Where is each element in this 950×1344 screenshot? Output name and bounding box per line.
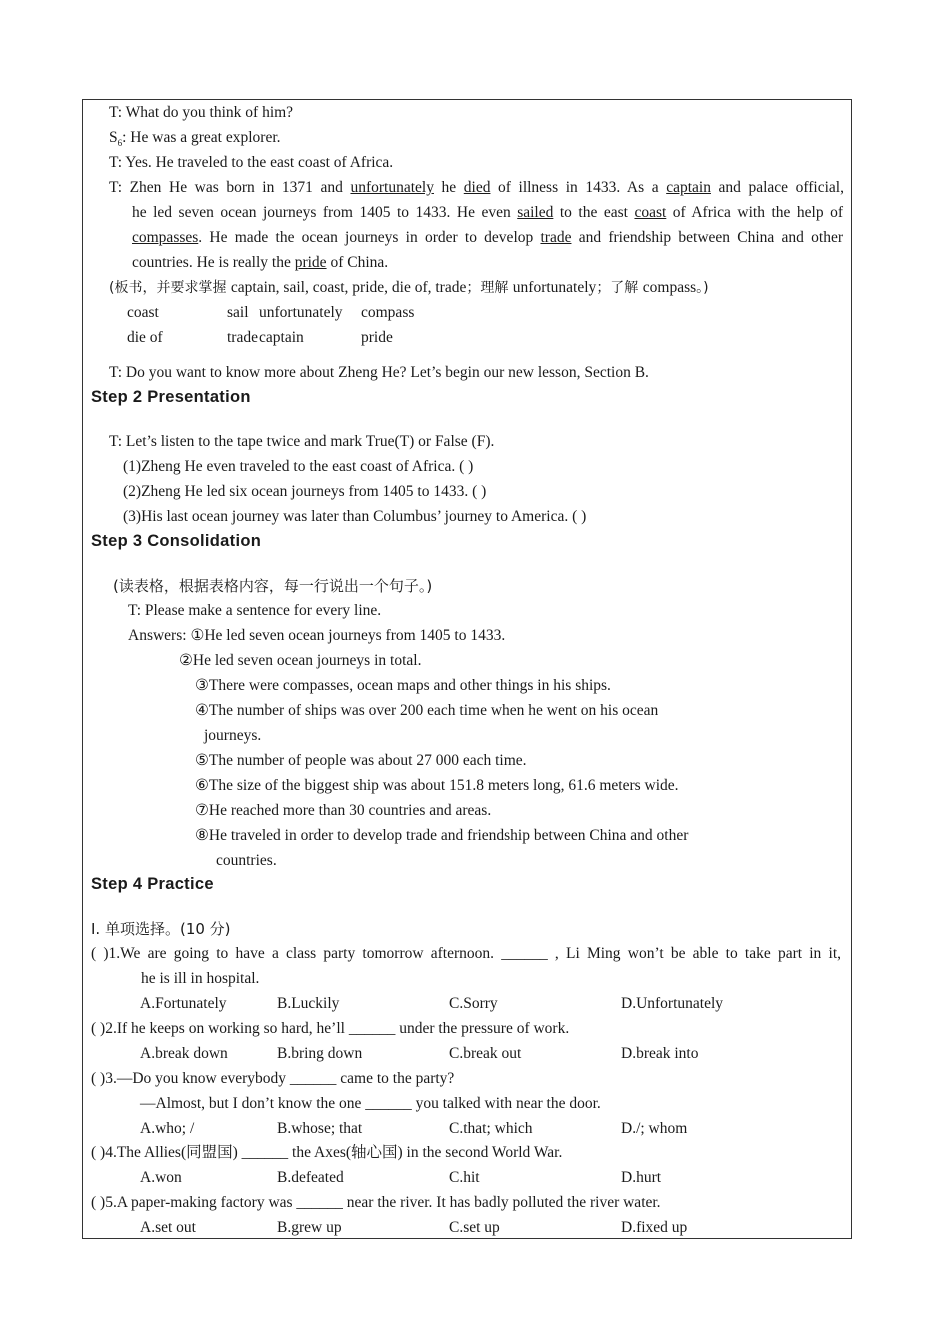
paragraph-line-2: he led seven ocean journeys from 1405 to 1433. He even sailed to the east coast of Africa with the help of bbox=[132, 204, 844, 221]
option-d: D.Unfortunately bbox=[621, 995, 724, 1012]
option-c: C.Sorry bbox=[449, 995, 498, 1012]
question-3: ( )3.—Do you know everybody ______ came to the party? bbox=[91, 1070, 455, 1087]
question-1: ( )1.We are going to have a class party tomorrow afternoon. ______ , Li Ming won’t be able to take part in it, bbox=[91, 945, 841, 962]
answer-item: ②He led seven ocean journeys in total. bbox=[179, 652, 422, 669]
option-b: B.grew up bbox=[277, 1219, 342, 1236]
option-b: B.defeated bbox=[277, 1169, 344, 1186]
vocab-sailed: sailed bbox=[517, 204, 554, 221]
question-5: ( )5.A paper-making factory was ______ near the river. It has badly polluted the river water. bbox=[91, 1194, 661, 1211]
option-a: A.set out bbox=[140, 1219, 196, 1236]
vocab-captain: captain bbox=[666, 179, 711, 196]
answers-label: Answers: bbox=[128, 627, 191, 644]
question-4: ( )4.The Allies(同盟国) ______ the Axes(轴心国) in the second World War. bbox=[91, 1144, 563, 1161]
board-word: pride bbox=[361, 329, 393, 346]
option-c: C.set up bbox=[449, 1219, 500, 1236]
vocab-coast: coast bbox=[634, 204, 667, 221]
option-c: C.break out bbox=[449, 1045, 522, 1062]
paragraph-line-1: T: Zhen He was born in 1371 and unfortunately he died of illness in 1433. As a captain and palace official, bbox=[109, 179, 844, 196]
board-word: trade bbox=[227, 329, 258, 346]
board-word: sail bbox=[227, 304, 249, 321]
question-2: ( )2.If he keeps on working so hard, he’ll ______ under the pressure of work. bbox=[91, 1020, 570, 1037]
option-a: A.won bbox=[140, 1169, 182, 1186]
dialogue-line-t2: T: Yes. He traveled to the east coast of Africa. bbox=[109, 154, 394, 171]
board-word: unfortunately bbox=[259, 304, 343, 321]
step2-intro: T: Let’s listen to the tape twice and mark True(T) or False (F). bbox=[109, 433, 495, 450]
option-c: C.hit bbox=[449, 1169, 480, 1186]
vocab-trade: trade bbox=[540, 229, 572, 246]
step4-heading: Step 4 Practice bbox=[91, 875, 214, 893]
option-c: C.that; which bbox=[449, 1120, 533, 1137]
answer-item: ⑥The size of the biggest ship was about 151.8 meters long, 61.6 meters wide. bbox=[195, 777, 679, 794]
dialogue-line-t3: T: Do you want to know more about Zheng He? Let’s begin our new lesson, Section B. bbox=[109, 364, 649, 381]
paragraph-line-3: compasses. He made the ocean journeys in order to develop trade and friendship between China and other bbox=[132, 229, 843, 246]
option-a: A.break down bbox=[140, 1045, 228, 1062]
answers-line-1 bbox=[128, 626, 505, 646]
tf-item: (1)Zheng He even traveled to the east coast of Africa. ( ) bbox=[123, 458, 474, 475]
speaker-subscript: 6 bbox=[117, 138, 123, 149]
answer-item: ⑧He traveled in order to develop trade and friendship between China and other bbox=[195, 827, 689, 844]
option-d: D.fixed up bbox=[621, 1219, 688, 1236]
board-word: compass bbox=[361, 304, 415, 321]
speaker-text: : He was a great explorer. bbox=[122, 129, 281, 146]
step3-instruction: T: Please make a sentence for every line. bbox=[128, 602, 382, 619]
board-word: coast bbox=[127, 304, 159, 321]
step3-note: (读表格，根据表格内容，每一行说出一个句子。) bbox=[113, 577, 433, 595]
vocab-died: died bbox=[463, 179, 491, 196]
option-b: B.Luckily bbox=[277, 995, 340, 1012]
answer-item: ④The number of ships was over 200 each time when he went on his ocean bbox=[195, 702, 659, 719]
option-d: D.break into bbox=[621, 1045, 699, 1062]
tf-item: (3)His last ocean journey was later than Columbus’ journey to America. ( ) bbox=[123, 508, 587, 525]
option-d: D./; whom bbox=[621, 1120, 688, 1137]
answer-item: ⑦He reached more than 30 countries and areas. bbox=[195, 802, 492, 819]
tf-item: (2)Zheng He led six ocean journeys from 1405 to 1433. ( ) bbox=[123, 483, 487, 500]
answer-item: ①He led seven ocean journeys from 1405 to 1433. bbox=[190, 627, 506, 644]
vocab-compasses: compasses bbox=[132, 229, 199, 246]
blackboard-note: (板书，并要求掌握 captain, sail, coast, pride, die of, trade；理解 unfortunately；了解 compass。) bbox=[109, 279, 709, 296]
paragraph-line-4: countries. He is really the pride of China. bbox=[132, 254, 389, 271]
answer-item-continued: countries. bbox=[216, 852, 277, 869]
option-a: A.Fortunately bbox=[140, 995, 227, 1012]
speaker-label: S bbox=[109, 129, 118, 146]
vocab-pride: pride bbox=[294, 254, 327, 271]
question-1-continued: he is ill in hospital. bbox=[141, 970, 260, 987]
answer-item-continued: journeys. bbox=[204, 727, 262, 744]
option-b: B.whose; that bbox=[277, 1120, 363, 1137]
option-d: D.hurt bbox=[621, 1169, 662, 1186]
answer-item: ③There were compasses, ocean maps and other things in his ships. bbox=[195, 677, 611, 694]
dialogue-line-t1: T: What do you think of him? bbox=[109, 104, 294, 121]
section-title: Ⅰ. 单项选择。(10 分) bbox=[91, 920, 231, 938]
answer-item: ⑤The number of people was about 27 000 each time. bbox=[195, 752, 527, 769]
step3-heading: Step 3 Consolidation bbox=[91, 532, 262, 550]
board-word: die of bbox=[127, 329, 163, 346]
option-a: A.who; / bbox=[140, 1120, 195, 1137]
option-b: B.bring down bbox=[277, 1045, 363, 1062]
step2-heading: Step 2 Presentation bbox=[91, 388, 251, 406]
question-3-continued: —Almost, but I don’t know the one ______ you talked with near the door. bbox=[140, 1095, 601, 1112]
vocab-unfortunately: unfortunately bbox=[350, 179, 434, 196]
board-word: captain bbox=[259, 329, 304, 346]
dialogue-line-s6 bbox=[109, 128, 281, 153]
